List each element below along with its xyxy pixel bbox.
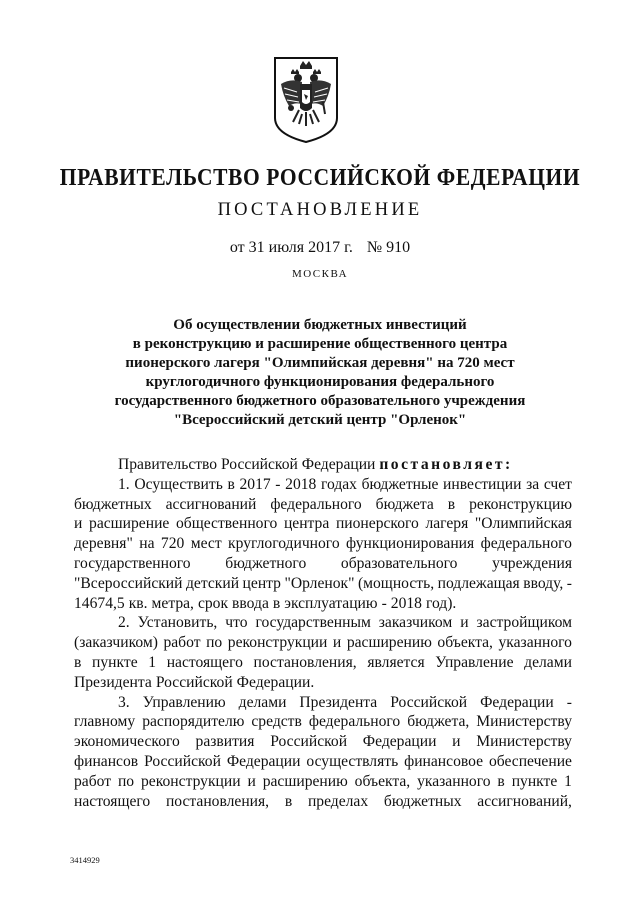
body-word: 2018 xyxy=(285,475,317,493)
footer-code: 3414929 xyxy=(70,855,100,865)
document-type: ПОСТАНОВЛЕНИЕ xyxy=(217,200,423,220)
body-word: - xyxy=(275,475,281,493)
intro-verb: постановляет: xyxy=(379,456,513,473)
body-word: распорядителю xyxy=(142,713,245,731)
body-word: бюджетные xyxy=(361,475,439,493)
body-word: Управлению xyxy=(142,693,226,711)
intro-text: Правительство Российской Федерации xyxy=(118,456,376,473)
body-word: Федерации. xyxy=(236,673,315,691)
body-word: в xyxy=(227,475,235,493)
body-word: реконструкции xyxy=(141,772,241,790)
subject-line: Об осуществлении бюджетных инвестиций xyxy=(173,317,467,333)
body-word: является xyxy=(367,653,425,671)
body-line xyxy=(74,613,572,633)
body-word: реконструкцию xyxy=(469,495,572,513)
body-word: по xyxy=(117,772,135,790)
date-number-line xyxy=(0,239,640,257)
body-word: - xyxy=(381,594,387,612)
body-word: Министерству xyxy=(476,733,572,751)
body-word: главному xyxy=(74,713,136,731)
body-word: объекта, xyxy=(437,634,493,652)
coat-of-arms-icon xyxy=(269,52,343,146)
body-word: срок xyxy=(197,594,229,612)
body-word: 1 xyxy=(148,653,157,671)
body-word: детский xyxy=(186,574,240,592)
document-number: № 910 xyxy=(366,239,411,256)
document-body xyxy=(74,455,572,811)
body-word: Федерации xyxy=(480,693,554,711)
body-lines xyxy=(74,475,572,812)
body-word: делами xyxy=(524,653,572,671)
body-word: круглогодичного xyxy=(228,535,340,553)
body-word: Управление xyxy=(435,653,514,671)
body-word: федерального xyxy=(308,713,401,731)
body-word: работ xyxy=(163,634,201,652)
body-line xyxy=(74,495,572,515)
body-word: 2. xyxy=(118,614,130,632)
body-line xyxy=(74,792,572,812)
body-line xyxy=(74,693,572,713)
body-word: бюджетных xyxy=(74,495,152,513)
body-word: в xyxy=(284,792,293,810)
body-word: Установить, xyxy=(137,614,218,632)
body-word: "Орленок" xyxy=(284,574,355,592)
body-word: экономического xyxy=(74,733,180,751)
body-word: федерального xyxy=(480,535,572,553)
body-word: Российской xyxy=(270,733,348,751)
body-word: по xyxy=(206,634,223,652)
body-word: учреждения xyxy=(492,554,572,572)
body-word: 3. xyxy=(118,693,130,711)
body-word: ассигнований xyxy=(165,495,257,513)
body-word: Федерации xyxy=(362,733,437,751)
body-word: кв. xyxy=(128,594,148,612)
body-word: Российской xyxy=(144,752,221,770)
intro-line xyxy=(74,455,572,475)
body-word: указанного xyxy=(417,772,491,790)
body-word: финансов xyxy=(74,752,139,770)
body-line xyxy=(74,554,572,574)
body-line xyxy=(74,712,572,732)
body-word: осуществлять xyxy=(306,752,399,770)
body-word: общественного xyxy=(176,515,278,533)
body-line xyxy=(74,673,572,693)
body-line xyxy=(74,653,572,673)
body-word: постановления, xyxy=(165,792,270,810)
body-word: подлежащая xyxy=(437,574,520,592)
body-word: бюджета, xyxy=(407,713,470,731)
body-word: 1. xyxy=(118,475,130,493)
body-word: ввода xyxy=(232,594,269,612)
body-line xyxy=(74,574,572,594)
body-word: метра, xyxy=(151,594,194,612)
body-word: образовательного xyxy=(340,554,458,572)
body-word: инвестиции xyxy=(443,475,522,493)
body-word: 720 xyxy=(160,535,185,553)
body-word: эксплуатацию xyxy=(284,594,378,612)
body-word: бюджетного xyxy=(225,554,307,572)
body-word: средств xyxy=(251,713,302,731)
body-word: развития xyxy=(195,733,255,751)
body-word: 14674,5 xyxy=(74,594,125,612)
body-word: финансовое xyxy=(404,752,484,770)
subject-line: "Всероссийский детский центр "Орленок" xyxy=(173,412,467,428)
body-word: (заказчиком) xyxy=(74,634,158,652)
body-word: вводу, xyxy=(523,574,564,592)
subject-line: круглогодичного функционирования федерального xyxy=(145,374,495,390)
body-word: 2018 xyxy=(390,594,422,612)
body-word: бюджетных xyxy=(383,792,462,810)
body-word: годах xyxy=(320,475,357,493)
document-date: от 31 июля 2017 г. xyxy=(229,239,353,256)
body-line xyxy=(74,732,572,752)
body-word: 1 xyxy=(564,772,572,790)
body-word: расширению xyxy=(262,772,348,790)
body-word: функционирования xyxy=(346,535,475,553)
body-word: в xyxy=(272,594,281,612)
body-word: и xyxy=(74,515,83,533)
document-subject xyxy=(90,316,550,430)
body-word: деревня" xyxy=(74,535,133,553)
subject-line: в реконструкцию и расширение общественного центра xyxy=(132,336,508,352)
body-word: Министерству xyxy=(476,713,572,731)
body-word: "Всероссийский xyxy=(74,574,183,592)
body-word: и xyxy=(247,772,256,790)
body-word: указанного xyxy=(498,634,572,652)
body-line xyxy=(74,514,572,534)
body-word: работ xyxy=(74,772,112,790)
body-line xyxy=(74,752,572,772)
body-word: настоящего xyxy=(166,653,243,671)
body-word: и xyxy=(332,634,342,652)
body-word: застройщиком xyxy=(476,614,572,632)
body-word: постановления, xyxy=(253,653,357,671)
body-word: Президента xyxy=(299,693,378,711)
body-line xyxy=(74,534,572,554)
subject-line: государственного бюджетного образовательного учреждения xyxy=(114,393,526,409)
body-word: (мощность, xyxy=(357,574,435,592)
body-word: Российской xyxy=(155,673,233,691)
body-word: в xyxy=(74,653,82,671)
body-word: обеспечение xyxy=(488,752,572,770)
body-word: за xyxy=(526,475,540,493)
body-word: на xyxy=(139,535,155,553)
body-word: в xyxy=(447,495,456,513)
body-word: и xyxy=(452,733,461,751)
body-word: Президента xyxy=(74,673,152,691)
body-word: "Олимпийская xyxy=(474,515,572,533)
body-line xyxy=(74,633,572,653)
body-word: реконструкции xyxy=(227,634,328,652)
government-title: ПРАВИТЕЛЬСТВО РОССИЙСКОЙ ФЕДЕРАЦИИ xyxy=(59,163,581,191)
body-line xyxy=(74,772,572,792)
body-word: мест xyxy=(190,535,222,553)
body-word: федерального xyxy=(270,495,362,513)
body-word: делами xyxy=(238,693,287,711)
body-word: Осуществить xyxy=(134,475,223,493)
body-word: пункте xyxy=(92,653,138,671)
body-word: и xyxy=(460,614,469,632)
body-word: год). xyxy=(425,594,457,612)
body-word: расширение xyxy=(89,515,170,533)
body-word: пределах xyxy=(307,792,369,810)
body-word: в xyxy=(497,772,505,790)
body-line xyxy=(74,594,572,614)
body-word: центра xyxy=(283,515,330,533)
body-word: расширению xyxy=(346,634,432,652)
body-word: лагеря xyxy=(425,515,469,533)
body-word: объекта, xyxy=(354,772,411,790)
body-word: пионерского xyxy=(335,515,419,533)
body-word: центр xyxy=(242,574,281,592)
body-word: ассигнований, xyxy=(477,792,572,810)
body-word: заказчиком xyxy=(378,614,453,632)
body-word: настоящего xyxy=(74,792,151,810)
body-word: 2017 xyxy=(239,475,271,493)
body-word: - xyxy=(566,574,572,592)
body-word: что xyxy=(225,614,248,632)
subject-line: пионерского лагеря "Олимпийская деревня" на 720 мест xyxy=(125,355,515,371)
body-word: пункте xyxy=(511,772,558,790)
body-word: бюджета xyxy=(375,495,434,513)
body-word: Российской xyxy=(390,693,468,711)
body-word: государственным xyxy=(255,614,371,632)
body-line xyxy=(74,475,572,495)
body-word: счет xyxy=(543,475,572,493)
city: МОСКВА xyxy=(291,268,349,280)
body-word: - xyxy=(566,693,572,711)
body-word: государственного xyxy=(74,554,191,572)
body-word: Федерации xyxy=(226,752,301,770)
